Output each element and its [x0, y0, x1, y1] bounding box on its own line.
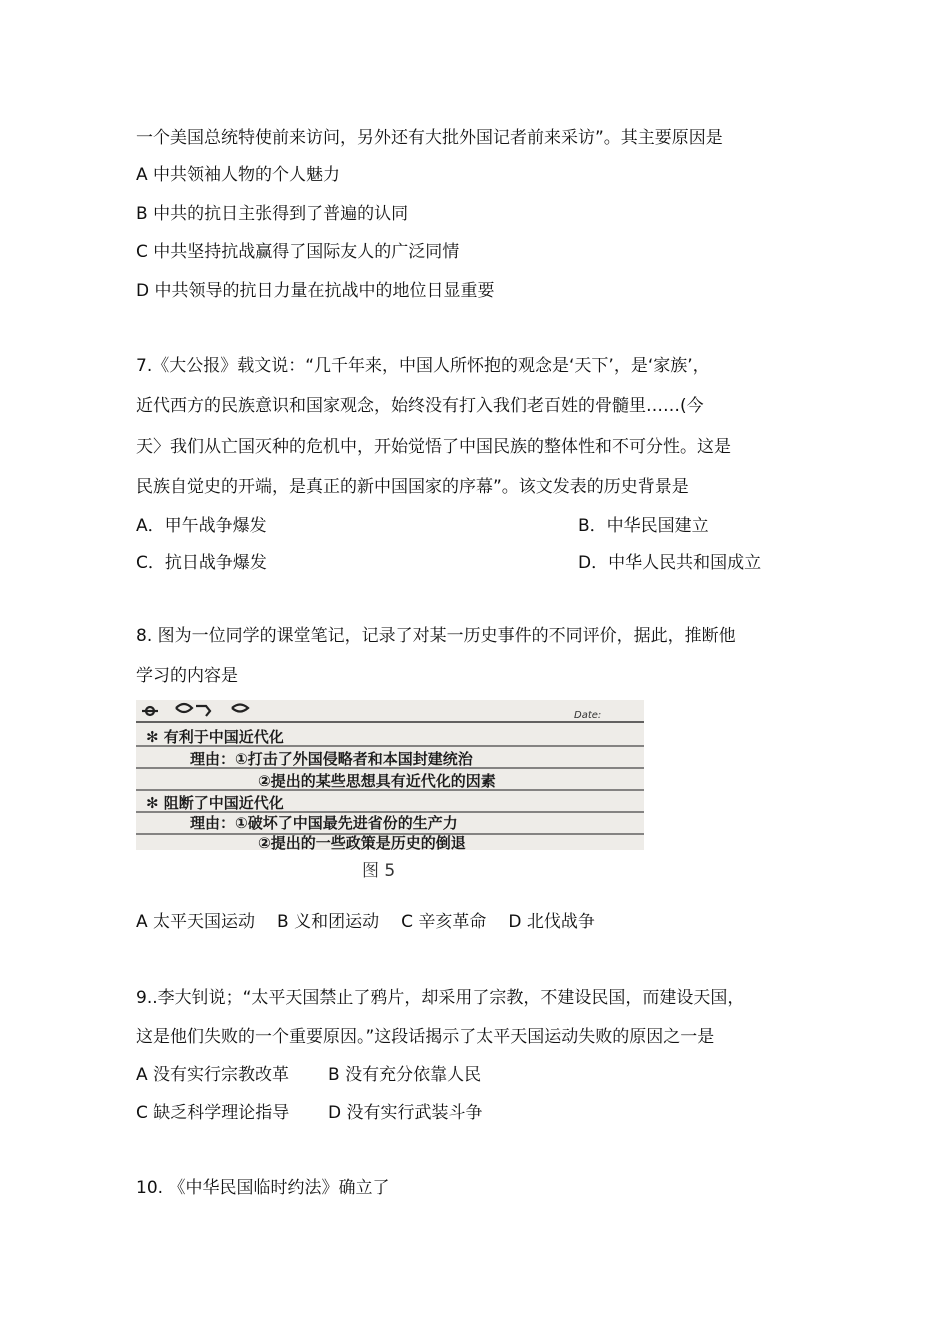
note-row-1: ✻ 有利于中国近代化	[146, 728, 284, 746]
q8-options	[136, 911, 617, 933]
note-date-label: Date:	[574, 710, 602, 721]
q7-stem-line-1: 7.《大公报》载文说：“几千年来，中国人所怀抱的观念是‘天下’，是‘家族’，	[136, 356, 710, 376]
q9-stem-line-2: 这是他们失败的一个重要原因。”这段话揭示了太平天国运动失败的原因之一是	[136, 1027, 715, 1047]
q7-option-c: C．抗日战争爆发	[136, 553, 267, 573]
q9-option-d: D 没有实行武装斗争	[328, 1103, 483, 1123]
q8-option-b: B 义和团运动	[277, 912, 380, 932]
note-row-2: 理由：①打击了外国侵略者和本国封建统治	[190, 750, 473, 768]
note-row-5: 理由：①破坏了中国最先进省份的生产力	[190, 814, 458, 832]
q8-stem-line-2: 学习的内容是	[136, 666, 238, 686]
q8-option-a: A 太平天国运动	[136, 912, 256, 932]
q9-option-b: B 没有充分依靠人民	[328, 1065, 482, 1085]
q8-option-c: C 辛亥革命	[401, 912, 487, 932]
q9-option-a: A 没有实行宗教改革	[136, 1065, 290, 1085]
q6-option-a: A 中共领袖人物的个人魅力	[136, 165, 341, 185]
q6-option-d: D 中共领导的抗日力量在抗战中的地位日显重要	[136, 281, 495, 301]
class-note-figure	[136, 700, 644, 850]
q7-option-d: D．中华人民共和国成立	[578, 553, 762, 573]
q6-option-c: C 中共坚持抗战赢得了国际友人的广泛同情	[136, 242, 460, 262]
q6-option-b: B 中共的抗日主张得到了普遍的认同	[136, 204, 409, 224]
q7-stem-line-4: 民族自觉史的开端，是真正的新中国国家的序幕”。该文发表的历史背景是	[136, 477, 689, 497]
q6-stem-tail: 一个美国总统特使前来访问，另外还有大批外国记者前来采访”。其主要原因是	[136, 128, 723, 148]
note-row-6: ②提出的一些政策是历史的倒退	[258, 834, 466, 850]
note-row-3: ②提出的某些思想具有近代化的因素	[258, 772, 496, 790]
figure-caption: 图 5	[362, 861, 396, 881]
note-row-4: ✻ 阻断了中国近代化	[146, 794, 284, 812]
class-note-image	[136, 700, 644, 850]
q7-option-b: B．中华民国建立	[578, 516, 709, 536]
q7-stem-line-2: 近代西方的民族意识和国家观念，始终没有打入我们老百姓的骨髓里……(今	[136, 396, 704, 416]
q8-stem-line-1: 8. 图为一位同学的课堂笔记，记录了对某一历史事件的不同评价，据此，推断他	[136, 626, 736, 646]
q7-option-a: A．甲午战争爆发	[136, 516, 267, 536]
q9-option-c: C 缺乏科学理论指导	[136, 1103, 290, 1123]
q7-stem-line-3: 天〉我们从亡国灭种的危机中，开始觉悟了中国民族的整体性和不可分性。这是	[136, 437, 731, 457]
q9-stem-line-1: 9..李大钊说；“太平天国禁止了鸦片，却采用了宗教，不建设民国，而建设天国，	[136, 988, 745, 1008]
q8-option-d: D 北伐战争	[508, 912, 595, 932]
q10-stem: 10. 《中华民国临时约法》确立了	[136, 1178, 390, 1198]
